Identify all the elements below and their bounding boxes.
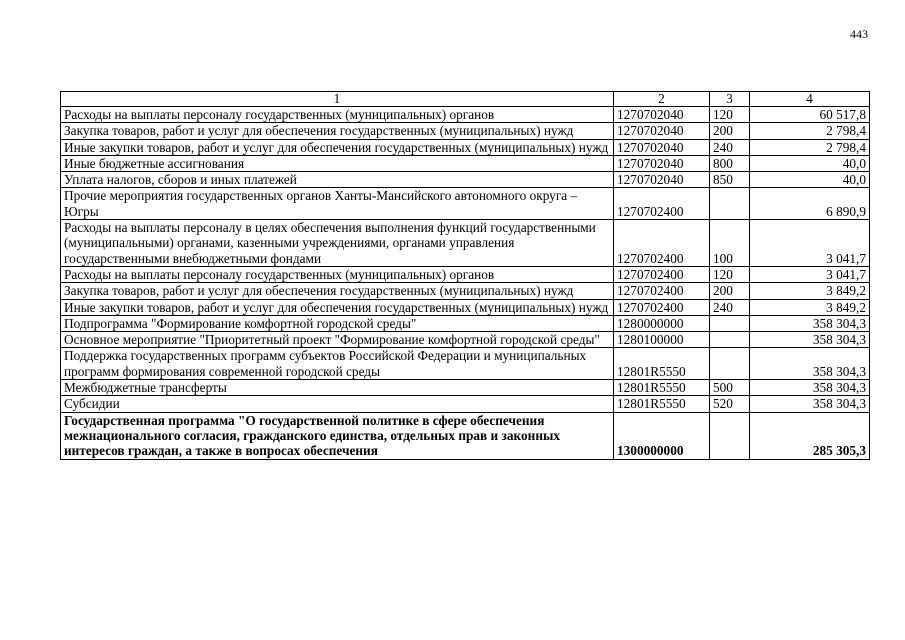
cell-amount: 3 041,7 xyxy=(750,266,870,282)
cell-amount: 3 041,7 xyxy=(750,220,870,267)
cell-code: 1270702400 xyxy=(614,266,710,282)
table-row xyxy=(61,299,870,315)
cell-vr: 120 xyxy=(710,107,750,123)
cell-amount: 2 798,4 xyxy=(750,123,870,139)
cell-vr xyxy=(710,315,750,331)
cell-amount: 358 304,3 xyxy=(750,332,870,348)
cell-amount: 358 304,3 xyxy=(750,348,870,380)
cell-name: Иные закупки товаров, работ и услуг для обеспечения государственных (муниципальных) нужд xyxy=(61,139,614,155)
cell-amount: 358 304,3 xyxy=(750,315,870,331)
table-row xyxy=(61,266,870,282)
table-row xyxy=(61,348,870,380)
cell-code: 1270702040 xyxy=(614,139,710,155)
cell-vr xyxy=(710,412,750,459)
table-row xyxy=(61,332,870,348)
table-row xyxy=(61,172,870,188)
cell-vr: 100 xyxy=(710,220,750,267)
table-row xyxy=(61,380,870,396)
cell-amount: 3 849,2 xyxy=(750,283,870,299)
cell-code: 1300000000 xyxy=(614,412,710,459)
column-header-vr: 3 xyxy=(710,92,750,107)
cell-amount: 2 798,4 xyxy=(750,139,870,155)
cell-vr: 200 xyxy=(710,283,750,299)
cell-vr: 120 xyxy=(710,266,750,282)
cell-code: 1270702400 xyxy=(614,299,710,315)
cell-code: 1280000000 xyxy=(614,315,710,331)
cell-name: Расходы на выплаты персоналу в целях обеспечения выполнения функций государственными (муниципальными) органами, казенными учреждениями, органами управления государственными внебюджетными фондами xyxy=(61,220,614,267)
cell-vr xyxy=(710,188,750,220)
cell-code: 1270702040 xyxy=(614,172,710,188)
cell-name: Основное мероприятие "Приоритетный проект "Формирование комфортной городской среды" xyxy=(61,332,614,348)
table-row xyxy=(61,139,870,155)
table-row xyxy=(61,283,870,299)
table-row xyxy=(61,220,870,267)
cell-code: 12801R5550 xyxy=(614,380,710,396)
cell-code: 1270702040 xyxy=(614,123,710,139)
budget-table xyxy=(60,91,870,460)
cell-code: 1270702040 xyxy=(614,107,710,123)
cell-code: 12801R5550 xyxy=(614,396,710,412)
table-row xyxy=(61,107,870,123)
cell-vr: 240 xyxy=(710,299,750,315)
cell-code: 1270702400 xyxy=(614,188,710,220)
table-row xyxy=(61,396,870,412)
cell-name: Субсидии xyxy=(61,396,614,412)
table-header-row xyxy=(61,92,870,107)
cell-code: 1270702040 xyxy=(614,155,710,171)
cell-name: Закупка товаров, работ и услуг для обеспечения государственных (муниципальных) нужд xyxy=(61,123,614,139)
cell-name: Расходы на выплаты персоналу государственных (муниципальных) органов xyxy=(61,107,614,123)
cell-name: Иные закупки товаров, работ и услуг для обеспечения государственных (муниципальных) нужд xyxy=(61,299,614,315)
cell-name: Прочие мероприятия государственных органов Ханты-Мансийского автономного округа – Югры xyxy=(61,188,614,220)
cell-name: Государственная программа "О государственной политике в сфере обеспечения межнационального согласия, гражданского единства, отдельных прав и законных интересов граждан, а также в вопросах обеспечения xyxy=(61,412,614,459)
table-row xyxy=(61,155,870,171)
cell-name: Подпрограмма "Формирование комфортной городской среды" xyxy=(61,315,614,331)
table-body xyxy=(61,107,870,460)
column-header-name: 1 xyxy=(61,92,614,107)
cell-code: 1270702400 xyxy=(614,283,710,299)
column-header-amount: 4 xyxy=(750,92,870,107)
table-row xyxy=(61,188,870,220)
cell-amount: 358 304,3 xyxy=(750,396,870,412)
cell-vr: 520 xyxy=(710,396,750,412)
cell-vr: 850 xyxy=(710,172,750,188)
cell-amount: 40,0 xyxy=(750,155,870,171)
table-row xyxy=(61,315,870,331)
cell-vr: 500 xyxy=(710,380,750,396)
table-row xyxy=(61,412,870,459)
cell-vr: 800 xyxy=(710,155,750,171)
cell-amount: 6 890,9 xyxy=(750,188,870,220)
cell-amount: 285 305,3 xyxy=(750,412,870,459)
cell-code: 1280100000 xyxy=(614,332,710,348)
cell-amount: 40,0 xyxy=(750,172,870,188)
cell-vr xyxy=(710,332,750,348)
cell-amount: 3 849,2 xyxy=(750,299,870,315)
column-header-code: 2 xyxy=(614,92,710,107)
cell-name: Закупка товаров, работ и услуг для обеспечения государственных (муниципальных) нужд xyxy=(61,283,614,299)
cell-vr: 240 xyxy=(710,139,750,155)
cell-name: Иные бюджетные ассигнования xyxy=(61,155,614,171)
cell-name: Поддержка государственных программ субъектов Российской Федерации и муниципальных программ формирования современной городской среды xyxy=(61,348,614,380)
cell-name: Уплата налогов, сборов и иных платежей xyxy=(61,172,614,188)
cell-amount: 358 304,3 xyxy=(750,380,870,396)
cell-amount: 60 517,8 xyxy=(750,107,870,123)
cell-vr: 200 xyxy=(710,123,750,139)
page-number: 443 xyxy=(850,27,868,41)
cell-vr xyxy=(710,348,750,380)
cell-code: 1270702400 xyxy=(614,220,710,267)
cell-code: 12801R5550 xyxy=(614,348,710,380)
cell-name: Расходы на выплаты персоналу государственных (муниципальных) органов xyxy=(61,266,614,282)
table-row xyxy=(61,123,870,139)
cell-name: Межбюджетные трансферты xyxy=(61,380,614,396)
